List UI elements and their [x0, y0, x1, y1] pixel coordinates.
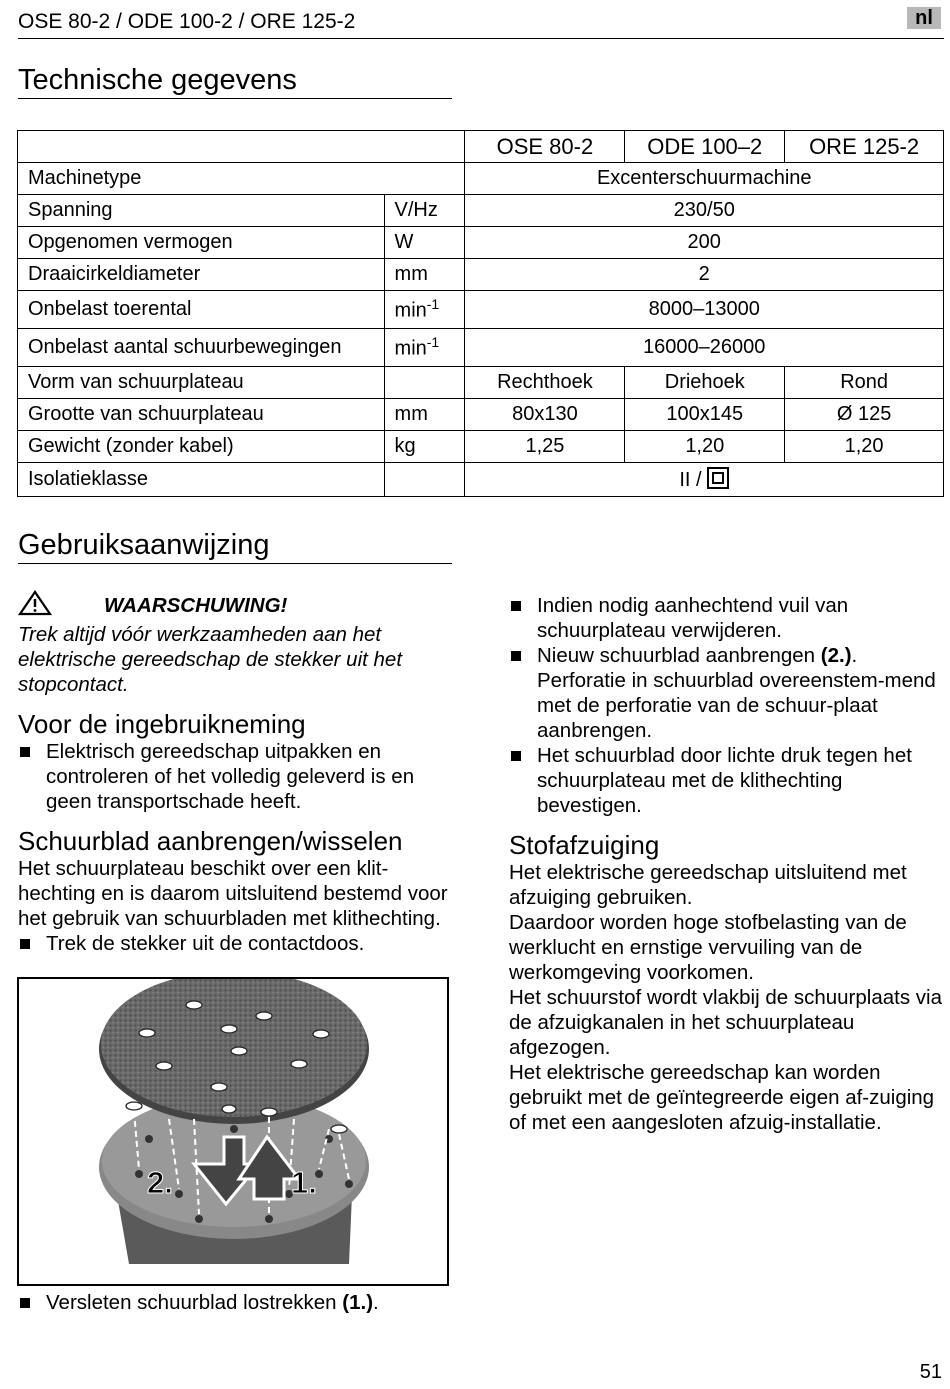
row-value: 80x130 — [465, 399, 625, 431]
language-badge: nl — [907, 7, 941, 29]
list-item-text: Nieuw schuurblad aanbrengen — [537, 644, 821, 667]
row-label: Spanning — [18, 195, 385, 227]
paragraph: Het schuurplateau beschikt over een klit-hechting en is daarom uitsluitend bestemd voor het gebruik van schuurbladen met klithechting. — [18, 857, 448, 930]
list-item: Elektrisch gereedschap uitpakken en controleren of het volledig geleverd is en geen transportschade heeft. — [18, 739, 448, 814]
section-divider — [18, 98, 452, 99]
unit-exponent: -1 — [426, 296, 440, 313]
warning-title: WAARSCHUWING! — [104, 594, 288, 617]
table-header-model: ODE 100–2 — [625, 131, 785, 163]
bullet-list — [18, 1290, 448, 1315]
left-column — [18, 590, 448, 956]
row-value: Driehoek — [625, 367, 785, 399]
heading-sanding-sheet: Schuurblad aanbrengen/wisselen — [18, 826, 403, 856]
section-title-instructions: Gebruiksaanwijzing — [18, 529, 270, 561]
unit-text: min — [394, 337, 427, 360]
row-label: Isolatieklasse — [18, 463, 385, 497]
row-value: 100x145 — [625, 399, 785, 431]
table-header-model: ORE 125-2 — [785, 131, 944, 163]
heading-dust-extraction: Stofafzuiging — [509, 830, 660, 860]
bullet-list — [509, 593, 949, 818]
row-unit: mm — [384, 399, 465, 431]
row-unit: kg — [384, 431, 465, 463]
list-item-text: . — [373, 1291, 379, 1314]
list-item: Het schuurblad door lichte druk tegen het schuurplateau met de klithechting bevestigen. — [509, 743, 949, 818]
paragraph: Het schuurstof wordt vlakbij de schuurplaats via de afzuigkanalen in het schuurplateau afgezogen. — [509, 986, 942, 1059]
row-value: 1,20 — [785, 431, 944, 463]
row-value: Rechthoek — [465, 367, 625, 399]
table-row — [18, 291, 944, 329]
table-header-model: OSE 80-2 — [465, 131, 625, 163]
table-row — [18, 463, 944, 497]
row-value: 16000–26000 — [465, 329, 944, 367]
warning-triangle-icon — [18, 590, 52, 622]
specs-table — [17, 130, 944, 497]
heading-before-use: Voor de ingebruikneming — [18, 709, 306, 739]
row-value: Excenterschuurmachine — [465, 163, 944, 195]
table-row — [18, 329, 944, 367]
right-column — [509, 593, 949, 1135]
table-row — [18, 367, 944, 399]
table-header-row — [18, 131, 944, 163]
row-value: 2 — [465, 259, 944, 291]
double-insulation-icon — [707, 467, 729, 489]
row-value: 8000–13000 — [465, 291, 944, 329]
bullet-list — [18, 739, 448, 814]
list-item-text: . Perforatie in schuurblad overeenstem-mend met de perforatie van de schuur-plaat aanbrengen. — [537, 644, 936, 742]
row-unit — [384, 329, 465, 367]
row-unit — [384, 463, 465, 497]
row-value: 1,25 — [465, 431, 625, 463]
unit-text: min — [394, 299, 427, 322]
list-item: Trek de stekker uit de contactdoos. — [18, 931, 448, 956]
paragraph: Het elektrische gereedschap uitsluitend met afzuiging gebruiken. — [509, 861, 907, 909]
list-item-text: Versleten schuurblad lostrekken — [46, 1291, 343, 1314]
row-unit: W — [384, 227, 465, 259]
insulation-class-text: II / — [679, 469, 702, 491]
list-item: Indien nodig aanhechtend vuil van schuurplateau verwijderen. — [509, 593, 949, 643]
row-unit: V/Hz — [384, 195, 465, 227]
figure-step-label-1: 1. — [291, 1165, 317, 1200]
step-reference: (1.) — [342, 1291, 374, 1314]
step-reference: (2.) — [820, 644, 852, 667]
table-row — [18, 431, 944, 463]
row-label: Draaicirkeldiameter — [18, 259, 385, 291]
table-row — [18, 195, 944, 227]
section-title-technical-data: Technische gegevens — [18, 64, 297, 96]
header-title: OSE 80-2 / ODE 100-2 / ORE 125-2 — [18, 10, 356, 33]
row-label: Gewicht (zonder kabel) — [18, 431, 385, 463]
row-label: Machinetype — [18, 163, 465, 195]
header-divider — [18, 38, 944, 39]
row-value: 230/50 — [465, 195, 944, 227]
left-bottom-list — [18, 1290, 448, 1315]
figure-step-label-2: 2. — [147, 1165, 173, 1200]
table-row — [18, 163, 944, 195]
paragraph: Daardoor worden hoge stofbelasting van de werklucht en ernstige vervuiling van de werkomgeving voorkomen. — [509, 911, 907, 984]
table-row — [18, 259, 944, 291]
row-label: Vorm van schuurplateau — [18, 367, 385, 399]
row-unit: mm — [384, 259, 465, 291]
list-item — [509, 643, 949, 743]
unit-exponent: -1 — [426, 334, 440, 351]
table-row — [18, 399, 944, 431]
page-number: 51 — [919, 1361, 942, 1383]
row-label: Grootte van schuurplateau — [18, 399, 385, 431]
row-label: Onbelast toerental — [18, 291, 385, 329]
row-value: 1,20 — [625, 431, 785, 463]
section-divider — [18, 563, 452, 564]
row-value: 200 — [465, 227, 944, 259]
row-label: Onbelast aantal schuurbewegingen — [18, 329, 385, 367]
paragraph: Het elektrische gereedschap kan worden gebruikt met de geïntegreerde eigen af-zuiging of met een aangesloten afzuig-installatie. — [509, 1061, 935, 1134]
list-item — [18, 1290, 448, 1315]
row-unit — [384, 291, 465, 329]
table-header-empty — [18, 131, 465, 163]
row-label: Opgenomen vermogen — [18, 227, 385, 259]
warning-text: Trek altijd vóór werkzaamheden aan het elektrische gereedschap de stekker uit het stopcontact. — [18, 623, 403, 696]
row-value: Ø 125 — [785, 399, 944, 431]
row-value: Rond — [785, 367, 944, 399]
warning-heading — [18, 590, 448, 622]
row-unit — [384, 367, 465, 399]
row-value — [465, 463, 944, 497]
sanding-pad-illustration — [17, 977, 449, 1286]
bullet-list — [18, 931, 448, 956]
table-row — [18, 227, 944, 259]
